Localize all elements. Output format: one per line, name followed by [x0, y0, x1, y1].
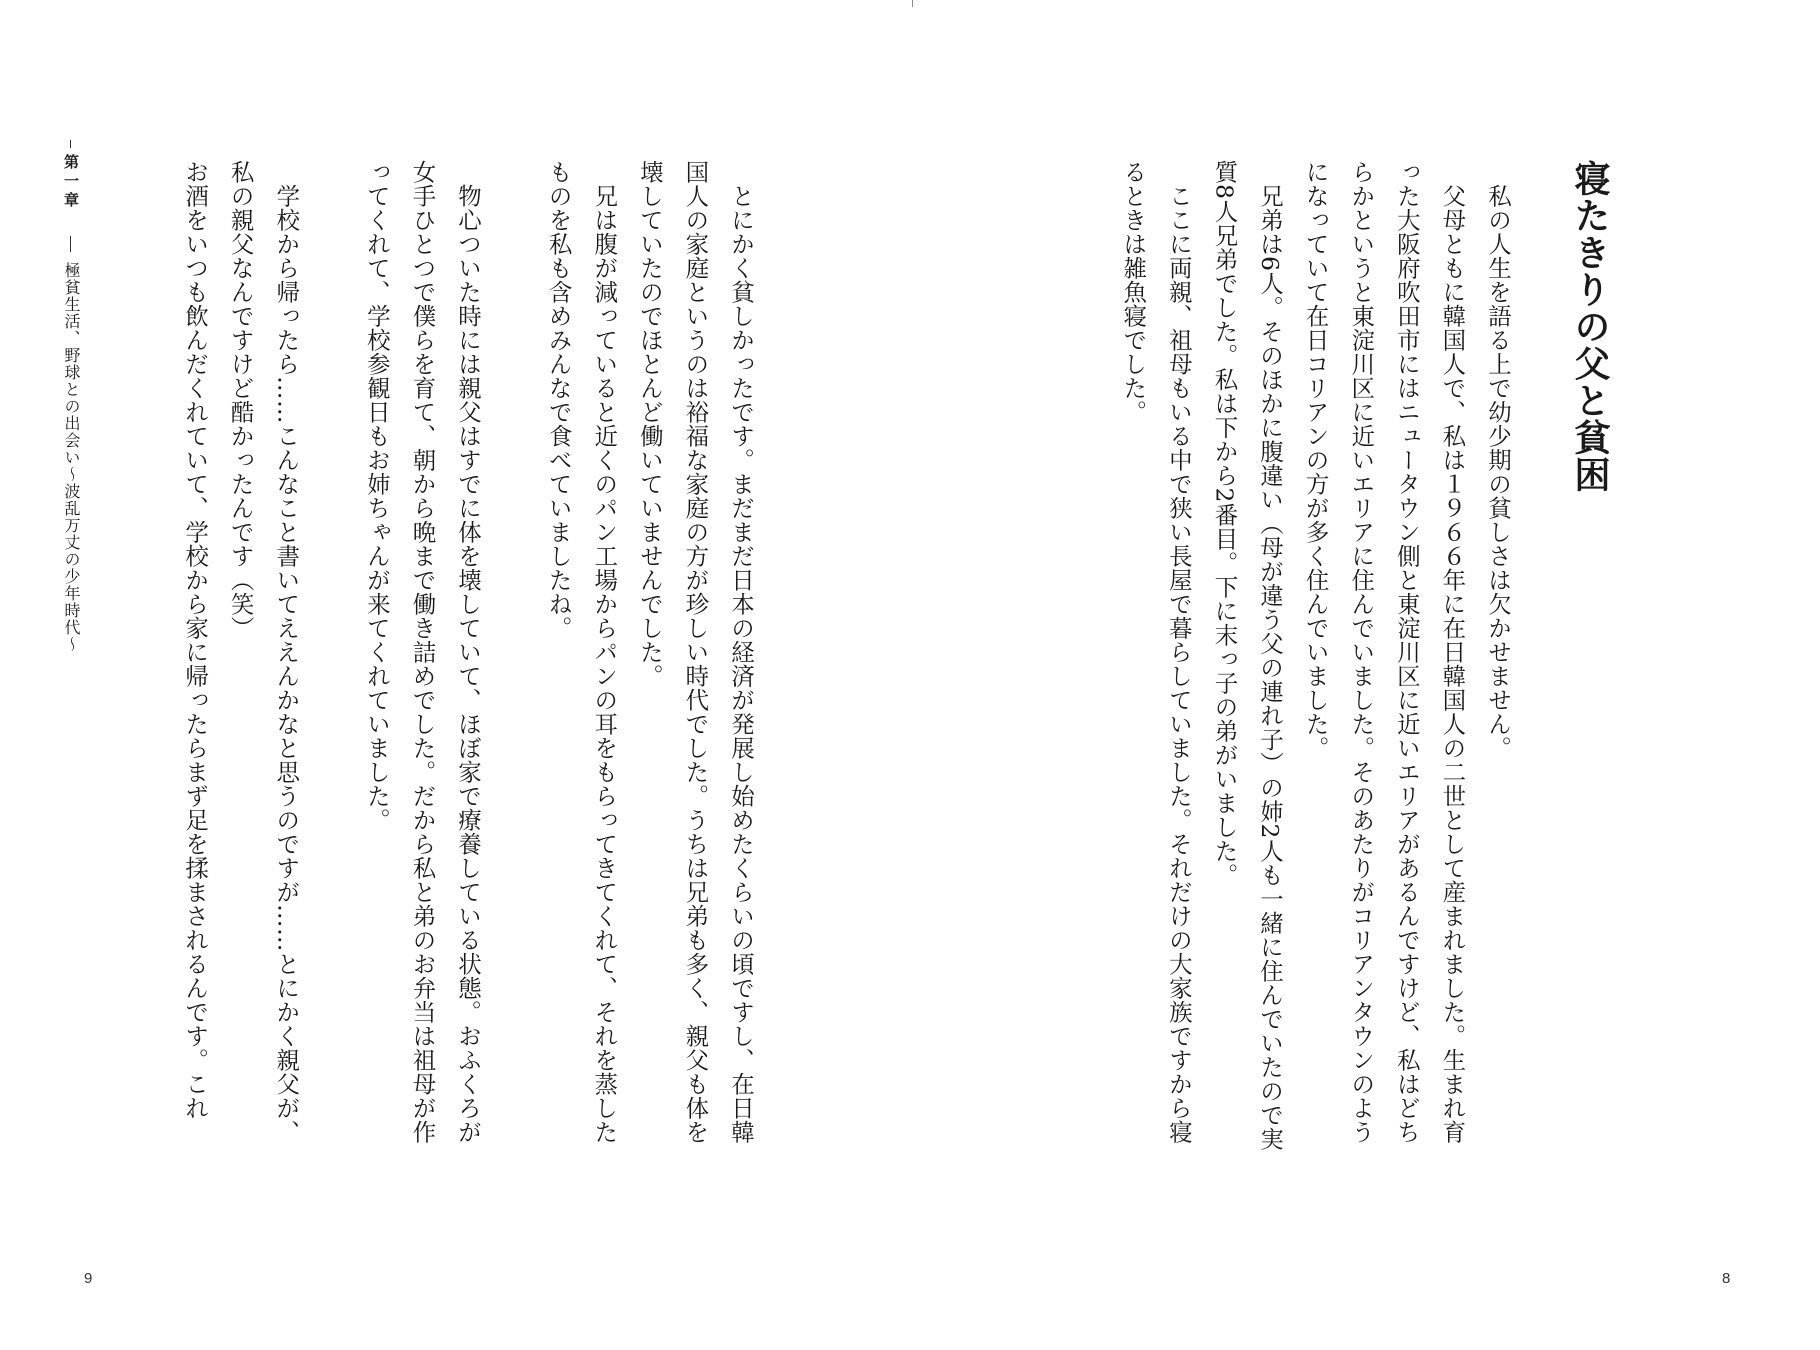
- blank-line: [308, 160, 353, 1160]
- paragraph: とにかく貧しかったです。まだまだ日本の経済が発展し始めたくらいの頃ですし、在日韓国人の家庭というのは裕福な家庭の方が珍しい時代でした。うちは兄弟も多く、親父も体を壊していたのでほとんど働いていませんでした。: [635, 160, 755, 1144]
- page-number-right: 8: [1722, 1270, 1731, 1287]
- paragraph: 兄弟は6人。そのほかに腹違い（母が違う父の連れ子）の姉2人も一緒に住んでいたので実質8人兄弟でした。私は下から2番目。下に末っ子の弟がいました。: [1210, 160, 1285, 1151]
- page-number-left: 9: [84, 1270, 93, 1287]
- paragraph: 学校から帰ったら……こんなこと書いてええんかなと思うのですが……とにかく親父が、私の親父なんですけど酷かったんです（笑）: [226, 160, 301, 1144]
- paragraph: 物心ついた時には親父はすでに体を壊していて、ほぼ家で療養している状態。おふくろが女手ひとつで僕らを育て、朝から晩まで働き詰めでした。だから私と弟のお弁当は祖母が作ってくれて、学校参観日もお姉ちゃんが来てくれていました。: [362, 160, 483, 1144]
- chapter-label: 第一章: [62, 154, 80, 211]
- gutter-mark: [912, 0, 913, 7]
- section-heading: 寝たきりの父と貧困: [1569, 160, 1611, 493]
- paragraph: お酒をいつも飲んだくれていて、学校から家に帰ったらまず足を揉まされるんです。これ: [181, 160, 210, 1120]
- paragraph: 私の人生を語る上で幼少期の貧しさは欠かせません。: [1484, 183, 1512, 760]
- paragraph: ここに両親、祖母もいる中で狭い長屋で暮らしていました。それだけの大家族ですから寝るときは雑魚寝でした。: [1119, 160, 1193, 1144]
- paragraph: 兄は腹が減っていると近くのパン工場からパンの耳をもらってきてくれて、それを蒸したものを私も含めみんなで食べていましたね。: [544, 160, 619, 1144]
- left-page-body: [158, 160, 763, 1160]
- running-head-rule: [70, 236, 71, 252]
- blank-line: [490, 160, 535, 1160]
- running-head-rule: [70, 140, 71, 148]
- paragraph: 父母ともに韓国人で、私は１９６６年に在日韓国人の二世として産まれました。生まれ育った大阪府吹田市にはニュータウン側と東淀川区に近いエリアがあるんですけど、私はどちらかというと東淀川区に近いエリアに住んでいました。そのあたりがコリアンタウンのようになっていて在日コリアンの方が多く住んでいました。: [1301, 160, 1467, 1144]
- running-head: [56, 140, 86, 860]
- chapter-title: 極貧生活、野球との出会い～波乱万丈の少年時代～: [62, 262, 81, 653]
- right-page-body: [1115, 160, 1520, 1160]
